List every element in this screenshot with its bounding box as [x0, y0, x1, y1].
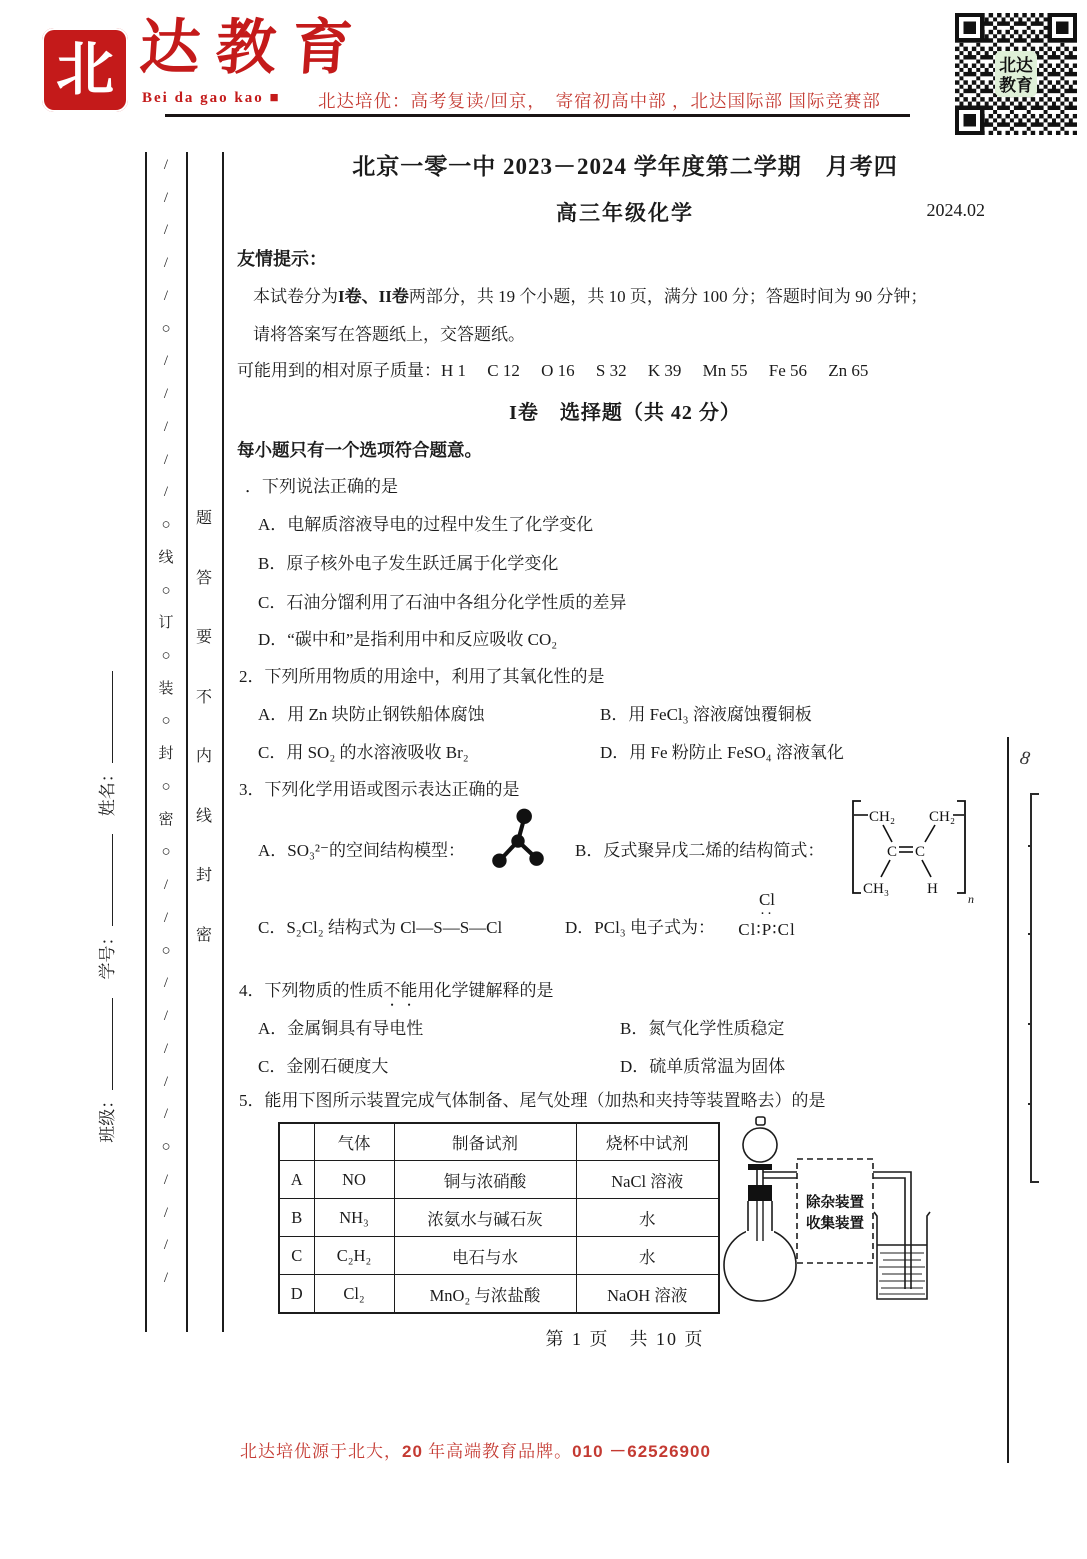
box-label-collect: 收集装置: [806, 1216, 864, 1232]
table-cell: 浓氨水与碱石灰: [394, 1199, 576, 1237]
round-bottom-flask: [724, 1185, 796, 1301]
polymer-subscript-n: n: [968, 892, 974, 906]
atomic-mass-line: 可能用到的相对原子质量：H 1 C 12 O 16 S 32 K 39 Mn 55 Fe 56 Zn 65: [237, 361, 869, 380]
lewis-lone-pair: ··: [760, 906, 774, 922]
table-cell: 铜与浓硝酸: [394, 1161, 576, 1199]
footer-slogan: [240, 1437, 711, 1462]
apparatus-diagram: [715, 1115, 985, 1325]
qr-finder-topleft: [955, 13, 984, 42]
exam-subtitle: 高三年级化学: [556, 201, 694, 225]
question-4-option-b: B．氮气化学性质稳定: [620, 1019, 785, 1038]
water-hatching: [879, 1253, 925, 1294]
seal-glyph: 封: [158, 746, 174, 763]
class-label: 班级：: [98, 1091, 117, 1143]
table-header: [279, 1123, 314, 1161]
bracket-tick: [1028, 845, 1032, 847]
seal-glyph: 题: [195, 510, 212, 527]
margin-bracket: [1030, 793, 1032, 1183]
seal-glyph: /: [163, 255, 169, 272]
question-3-option-d-label: D．PCl₃ 电子式为：: [565, 918, 715, 937]
seal-glyph: /: [163, 1106, 169, 1123]
exam-body: [237, 140, 1013, 1380]
row-label: C: [279, 1237, 314, 1275]
footer-slogan-years: 20: [402, 1442, 423, 1461]
student-info-line: [93, 570, 133, 1230]
seal-glyph: ○: [161, 1139, 171, 1156]
question-1-option-d: D．“碳中和”是指利用中和反应吸收 CO₂: [258, 630, 558, 649]
question-4-option-a: A．金属铜具有导电性: [258, 1019, 424, 1038]
seal-glyph: ○: [161, 713, 171, 730]
exam-title: 北京一零一中 2023－2024 学年度第二学期 月考四: [352, 154, 898, 179]
seal-glyph: /: [163, 1040, 169, 1057]
question-2-option-d: D．用 Fe 粉防止 FeSO₄ 溶液氧化: [600, 743, 844, 762]
question-3-option-a-label: A．SO₃²⁻的空间结构模型：: [258, 841, 466, 860]
seal-glyph: ○: [161, 517, 171, 534]
qr-code: [952, 13, 1080, 135]
table-row: [279, 1161, 719, 1199]
q5-gas-table: [278, 1122, 720, 1314]
notice-1-volumes: I卷、II卷: [338, 287, 409, 306]
table-cell: 水: [576, 1199, 719, 1237]
seal-glyph: 不: [195, 688, 212, 706]
qr-finder-topright: [1048, 13, 1077, 42]
pcl3-lewis-structure: [727, 890, 807, 942]
table-row: [279, 1237, 719, 1275]
q4-stem-part: 用化学键解释的是: [417, 981, 554, 1000]
footer-slogan-part: 年高端教育品牌。: [422, 1442, 573, 1461]
question-4-option-d: D．硫单质常温为固体: [620, 1057, 786, 1076]
seal-line-3: [222, 152, 224, 1332]
seal-glyph: /: [163, 189, 169, 206]
seal-glyph: /: [163, 975, 169, 992]
table-cell: NO: [314, 1161, 394, 1199]
table-cell: NaOH 溶液: [576, 1275, 719, 1314]
notice-line-2: 请将答案写在答题纸上，交答题纸。: [253, 325, 525, 344]
seal-glyph: 线: [195, 807, 212, 825]
name-label: 姓名：: [98, 765, 117, 817]
seal-glyph: /: [163, 877, 169, 894]
question-1-stem: ．下列说法正确的是: [245, 477, 398, 496]
qr-center-label-line1: 北达: [999, 56, 1033, 76]
polymer-c-left: C: [887, 844, 898, 860]
polymer-ch2-topleft: CH₂: [869, 809, 896, 825]
lewis-top-cl: Cl: [758, 890, 776, 909]
row-label: B: [279, 1199, 314, 1237]
seal-glyph: 订: [158, 615, 174, 632]
so3-ball-stick-model: [487, 806, 549, 872]
dropping-funnel: [743, 1117, 777, 1185]
purification-collection-box: [797, 1159, 873, 1263]
bracket-top-cap: [1030, 793, 1039, 795]
seal-glyph: /: [163, 451, 169, 468]
seal-character: 北: [55, 37, 114, 102]
seal-glyph: /: [163, 1008, 169, 1025]
table-cell: MnO₂ 与浓盐酸: [394, 1275, 576, 1314]
question-2-option-a: A．用 Zn 块防止钢铁船体腐蚀: [258, 705, 485, 724]
seal-glyph: /: [163, 909, 169, 926]
header-divider: [165, 114, 910, 117]
exam-date: 2024.02: [926, 200, 985, 220]
qr-center-label-line2: 教育: [999, 76, 1033, 96]
connecting-tube-right: [873, 1172, 911, 1289]
footer-phone: 010 －62526900: [572, 1442, 711, 1461]
polymer-c-right: C: [915, 844, 926, 860]
seal-no-answer-text: [187, 505, 221, 945]
seal-glyph: ○: [161, 942, 171, 959]
question-4-stem: [239, 980, 554, 1010]
polyisoprene-structure: [845, 795, 980, 907]
seal-glyph: 密: [158, 811, 174, 828]
question-3-option-b-label: B．反式聚异戊二烯的结构简式：: [575, 841, 825, 860]
question-4-option-c: C．金刚石硬度大: [258, 1057, 389, 1076]
table-cell: NH₃: [314, 1199, 394, 1237]
polymer-ch3: CH₃: [863, 881, 890, 897]
table-cell: Cl₂: [314, 1275, 394, 1314]
polymer-ch2-topright: CH₂: [929, 809, 956, 825]
row-label: D: [279, 1275, 314, 1314]
seal-glyph: ○: [161, 844, 171, 861]
page-number: 第 1 页 共 10 页: [545, 1329, 705, 1349]
seal-glyph: /: [163, 386, 169, 403]
seal-glyph: /: [163, 1269, 169, 1286]
seal-glyph: 装: [158, 680, 174, 697]
footer-slogan-part: 北达培优源于北大，: [240, 1442, 402, 1461]
seal-glyph: 线: [158, 549, 174, 566]
seal-binding-pattern: [147, 158, 185, 1286]
bracket-tick: [1028, 933, 1032, 935]
bracket-bottom-cap: [1030, 1181, 1039, 1183]
table-cell: NaCl 溶液: [576, 1161, 719, 1199]
seal-glyph: /: [163, 157, 169, 173]
seal-glyph: 封: [195, 867, 212, 885]
question-5-stem: 5．能用下图所示装置完成气体制备、尾气处理（加热和夹持等装置略去）的是: [239, 1091, 826, 1110]
row-label: A: [279, 1161, 314, 1199]
seal-glyph: ○: [161, 778, 171, 795]
brand-pinyin: Bei da gao kao ■: [142, 90, 281, 106]
table-cell: 电石与水: [394, 1237, 576, 1275]
seal-glyph: 密: [195, 926, 212, 944]
beaker: [874, 1212, 930, 1299]
table-cell: C₂H₂: [314, 1237, 394, 1275]
table-header: 烧杯中试剂: [576, 1123, 719, 1161]
table-header: 制备试剂: [394, 1123, 576, 1161]
question-1-option-b: B．原子核外电子发生跃迁属于化学变化: [258, 554, 559, 573]
question-2-stem: 2．下列所用物质的用途中，利用了其氧化性的是: [239, 667, 605, 686]
student-id-label: 学号：: [98, 928, 117, 980]
seal-glyph: /: [163, 222, 169, 239]
notice-line-1: [253, 286, 927, 307]
seal-glyph: 答: [195, 569, 212, 587]
bracket-tick: [1028, 1023, 1032, 1025]
handwritten-mark: 8: [1018, 747, 1032, 770]
q4-stem-emphasis: 不能: [383, 981, 418, 1000]
seal-glyph: 要: [195, 629, 212, 647]
seal-glyph: /: [163, 418, 169, 435]
seal-glyph: /: [163, 1171, 169, 1188]
q4-stem-part: 4．下列物质的性质: [239, 981, 384, 1000]
name-blank: [98, 671, 113, 763]
lewis-cl-p-cl: Cl∶P∶Cl: [738, 920, 796, 939]
question-3-option-c: C．S₂Cl₂ 结构式为 Cl—S—S—Cl: [258, 918, 503, 937]
notice-heading: 友情提示：: [237, 249, 327, 269]
header-slogan: 北达培优：高考复读/回京， 寄宿初高中部 ，北达国际部 国际竞赛部: [318, 91, 881, 111]
seal-glyph: ○: [161, 320, 171, 337]
brand-name: 达教育: [137, 15, 371, 81]
table-header: 气体: [314, 1123, 394, 1161]
connecting-tube-left: [763, 1172, 797, 1178]
seal-glyph: /: [163, 1073, 169, 1090]
seal-glyph: /: [163, 353, 169, 370]
seal-glyph: /: [163, 1204, 169, 1221]
notice-1-part: 本试卷分为: [253, 287, 338, 306]
seal-glyph: 内: [195, 748, 212, 766]
section-title: I卷 选择题（共 42 分）: [509, 402, 741, 424]
student-id-blank: [98, 835, 113, 927]
table-row: [279, 1275, 719, 1314]
seal-glyph: ○: [161, 648, 171, 665]
brand-seal-logo: [42, 28, 128, 112]
question-3-stem: 3．下列化学用语或图示表达正确的是: [239, 780, 520, 799]
notice-1-part: 两部分，共 19 个小题，共 10 页，满分 100 分；答题时间为 90 分钟；: [408, 287, 928, 306]
seal-glyph: /: [163, 1237, 169, 1254]
flask-stopper: [748, 1185, 772, 1201]
polymer-h: H: [927, 881, 938, 897]
box-label-purify: 除杂装置: [806, 1195, 864, 1211]
qr-finder-bottomleft: [955, 106, 984, 135]
table-cell: 水: [576, 1237, 719, 1275]
question-1-option-c: C．石油分馏利用了石油中各组分化学性质的差异: [258, 593, 627, 612]
question-2-option-c: C．用 SO₂ 的水溶液吸收 Br₂: [258, 743, 469, 762]
table-row: [279, 1199, 719, 1237]
section-note: 每小题只有一个选项符合题意。: [237, 440, 482, 460]
seal-glyph: /: [163, 287, 169, 304]
seal-glyph: ○: [161, 582, 171, 599]
table-header-row: [279, 1123, 719, 1161]
class-blank: [98, 998, 113, 1090]
seal-glyph: /: [163, 484, 169, 501]
question-2-option-b: B．用 FeCl₃ 溶液腐蚀覆铜板: [600, 705, 812, 724]
question-1-option-a: A．电解质溶液导电的过程中发生了化学变化: [258, 515, 594, 534]
bracket-tick: [1028, 1103, 1032, 1105]
